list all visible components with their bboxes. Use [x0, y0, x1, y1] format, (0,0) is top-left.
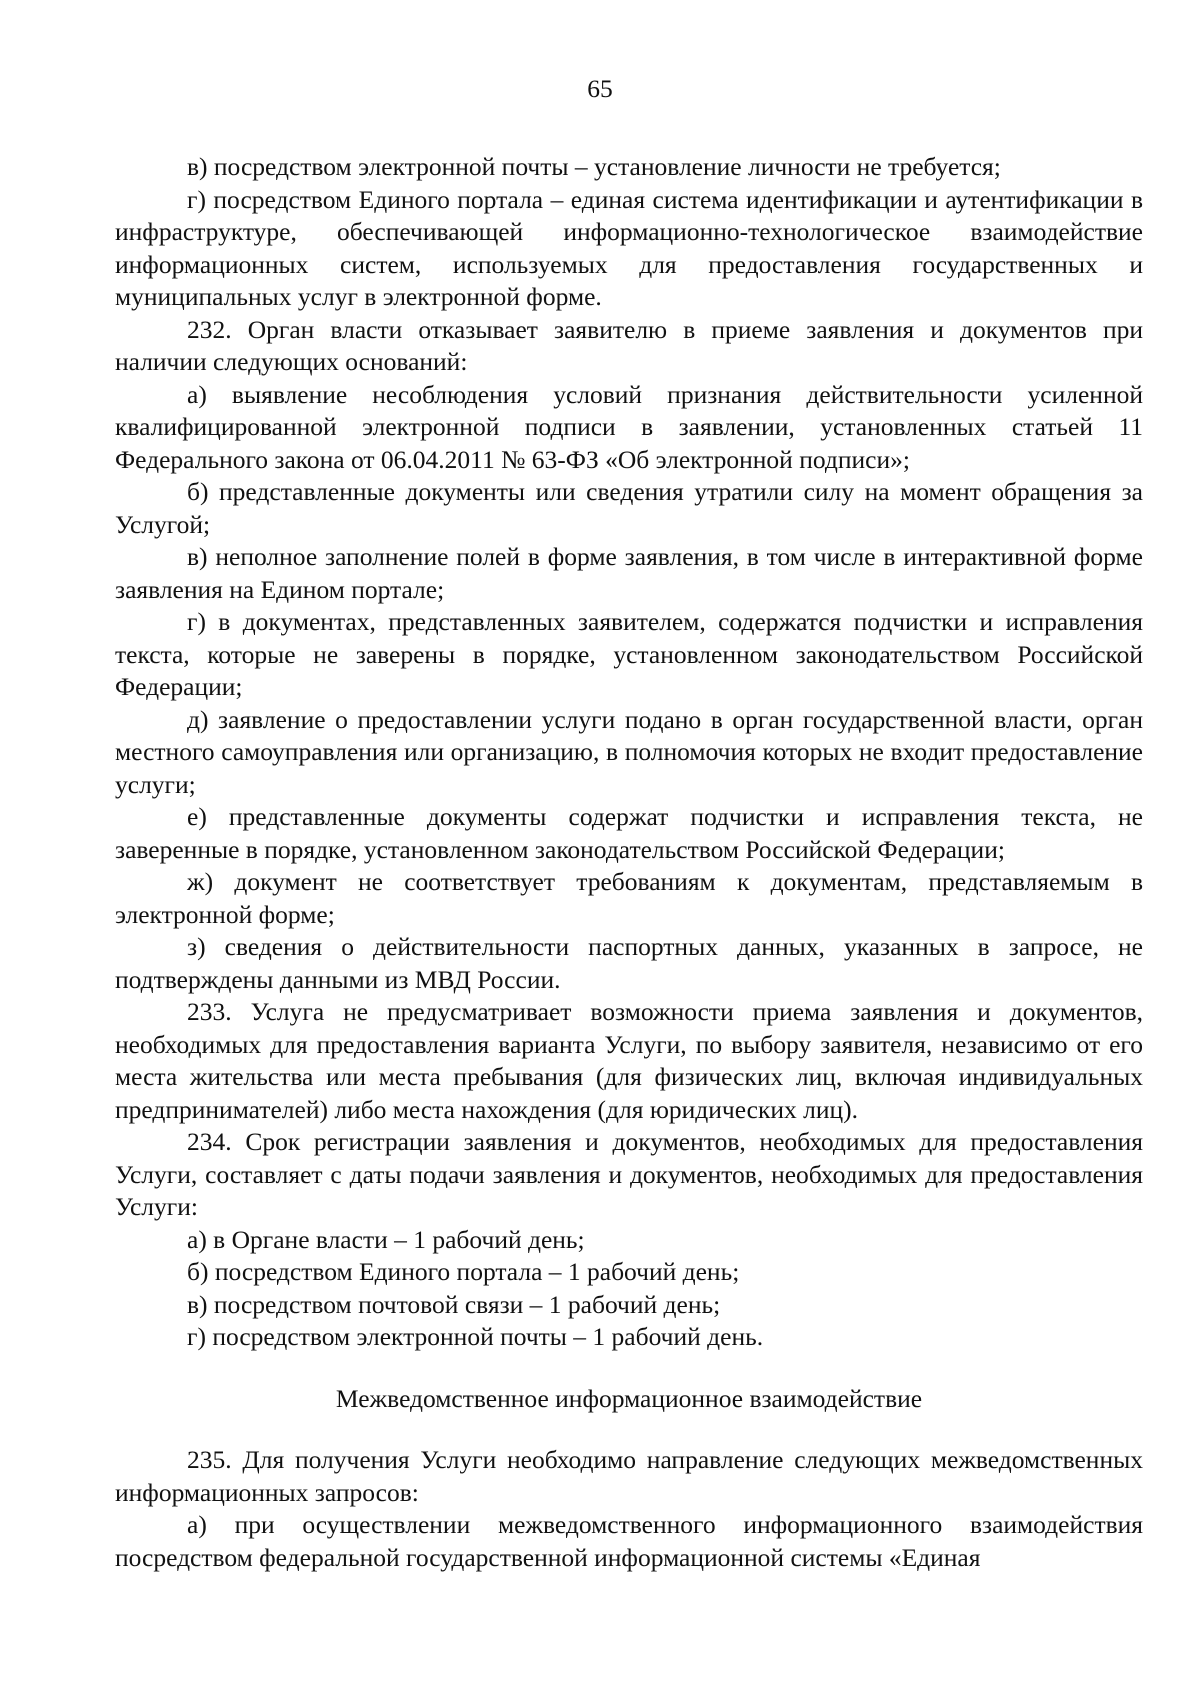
document-body: [115, 151, 1143, 1574]
paragraph-232-e: е) представленные документы содержат подчистки и исправления текста, не заверенные в порядке, установленном законодательством Российской Федерации;: [115, 802, 1143, 864]
paragraph-232-g: г) в документах, представленных заявителем, содержатся подчистки и исправления текста, которые не заверены в порядке, установленном законодательством Российской Федерации;: [115, 607, 1143, 701]
paragraph-232: 232. Орган власти отказывает заявителю в приеме заявления и документов при наличии следующих оснований:: [115, 314, 1143, 376]
paragraph-232-b: б) представленные документы или сведения утратили силу на момент обращения за Услугой;: [115, 477, 1143, 539]
paragraph-232-a: а) выявление несоблюдения условий признания действительности усиленной квалифицированной электронной подписи в заявлении, установленных статьей 11 Федерального закона от 06.04.2011 № 63-ФЗ «Об электронной подписи»;: [115, 379, 1143, 474]
paragraph-item-v-email: в) посредством электронной почты – установление личности не требуется;: [187, 152, 1001, 181]
paragraph-234-a: а) в Органе власти – 1 рабочий день;: [187, 1224, 585, 1254]
paragraph-232-zh: ж) документ не соответствует требованиям к документам, представляемым в электронной форме;: [115, 867, 1143, 929]
paragraph-235: 235. Для получения Услуги необходимо направление следующих межведомственных информационных запросов:: [115, 1445, 1143, 1507]
paragraph-232-v: в) неполное заполнение полей в форме заявления, в том числе в интерактивной форме заявления на Едином портале;: [115, 542, 1143, 604]
paragraph-234-g: г) посредством электронной почты – 1 рабочий день.: [187, 1322, 764, 1351]
paragraph-232-d: д) заявление о предоставлении услуги подано в орган государственной власти, орган местного самоуправления или организацию, в полномочия которых не входит предоставление услуги;: [115, 704, 1143, 799]
page-number: 65: [587, 74, 613, 103]
paragraph-232-z: з) сведения о действительности паспортных данных, указанных в запросе, не подтверждены данными из МВД России.: [115, 932, 1143, 994]
paragraph-234: 234. Срок регистрации заявления и документов, необходимых для предоставления Услуги, составляет с даты подачи заявления и документов, необходимых для предоставления Услуги:: [115, 1127, 1143, 1221]
paragraph-235-a: а) при осуществлении межведомственного информационного взаимодействия посредством федеральной государственной информационной системы «Единая: [115, 1510, 1143, 1572]
paragraph-234-b: б) посредством Единого портала – 1 рабочий день;: [187, 1257, 740, 1286]
paragraph-item-g-portal: г) посредством Единого портала – единая система идентификации и аутентификации в инфраструктуре, обеспечивающей информационно-технологическое взаимодействие информационных систем, используемых для предоставления государственных и муниципальных услуг в электронной форме.: [115, 184, 1143, 311]
section-heading: Межведомственное информационное взаимодействие: [335, 1383, 923, 1413]
paragraph-234-v: в) посредством почтовой связи – 1 рабочий день;: [187, 1289, 721, 1319]
paragraph-233: 233. Услуга не предусматривает возможности приема заявления и документов, необходимых для предоставления варианта Услуги, по выбору заявителя, независимо от его места жительства или места пребывания (для физических лиц, включая индивидуальных предпринимателей) либо места нахождения (для юридических лиц).: [115, 997, 1143, 1124]
